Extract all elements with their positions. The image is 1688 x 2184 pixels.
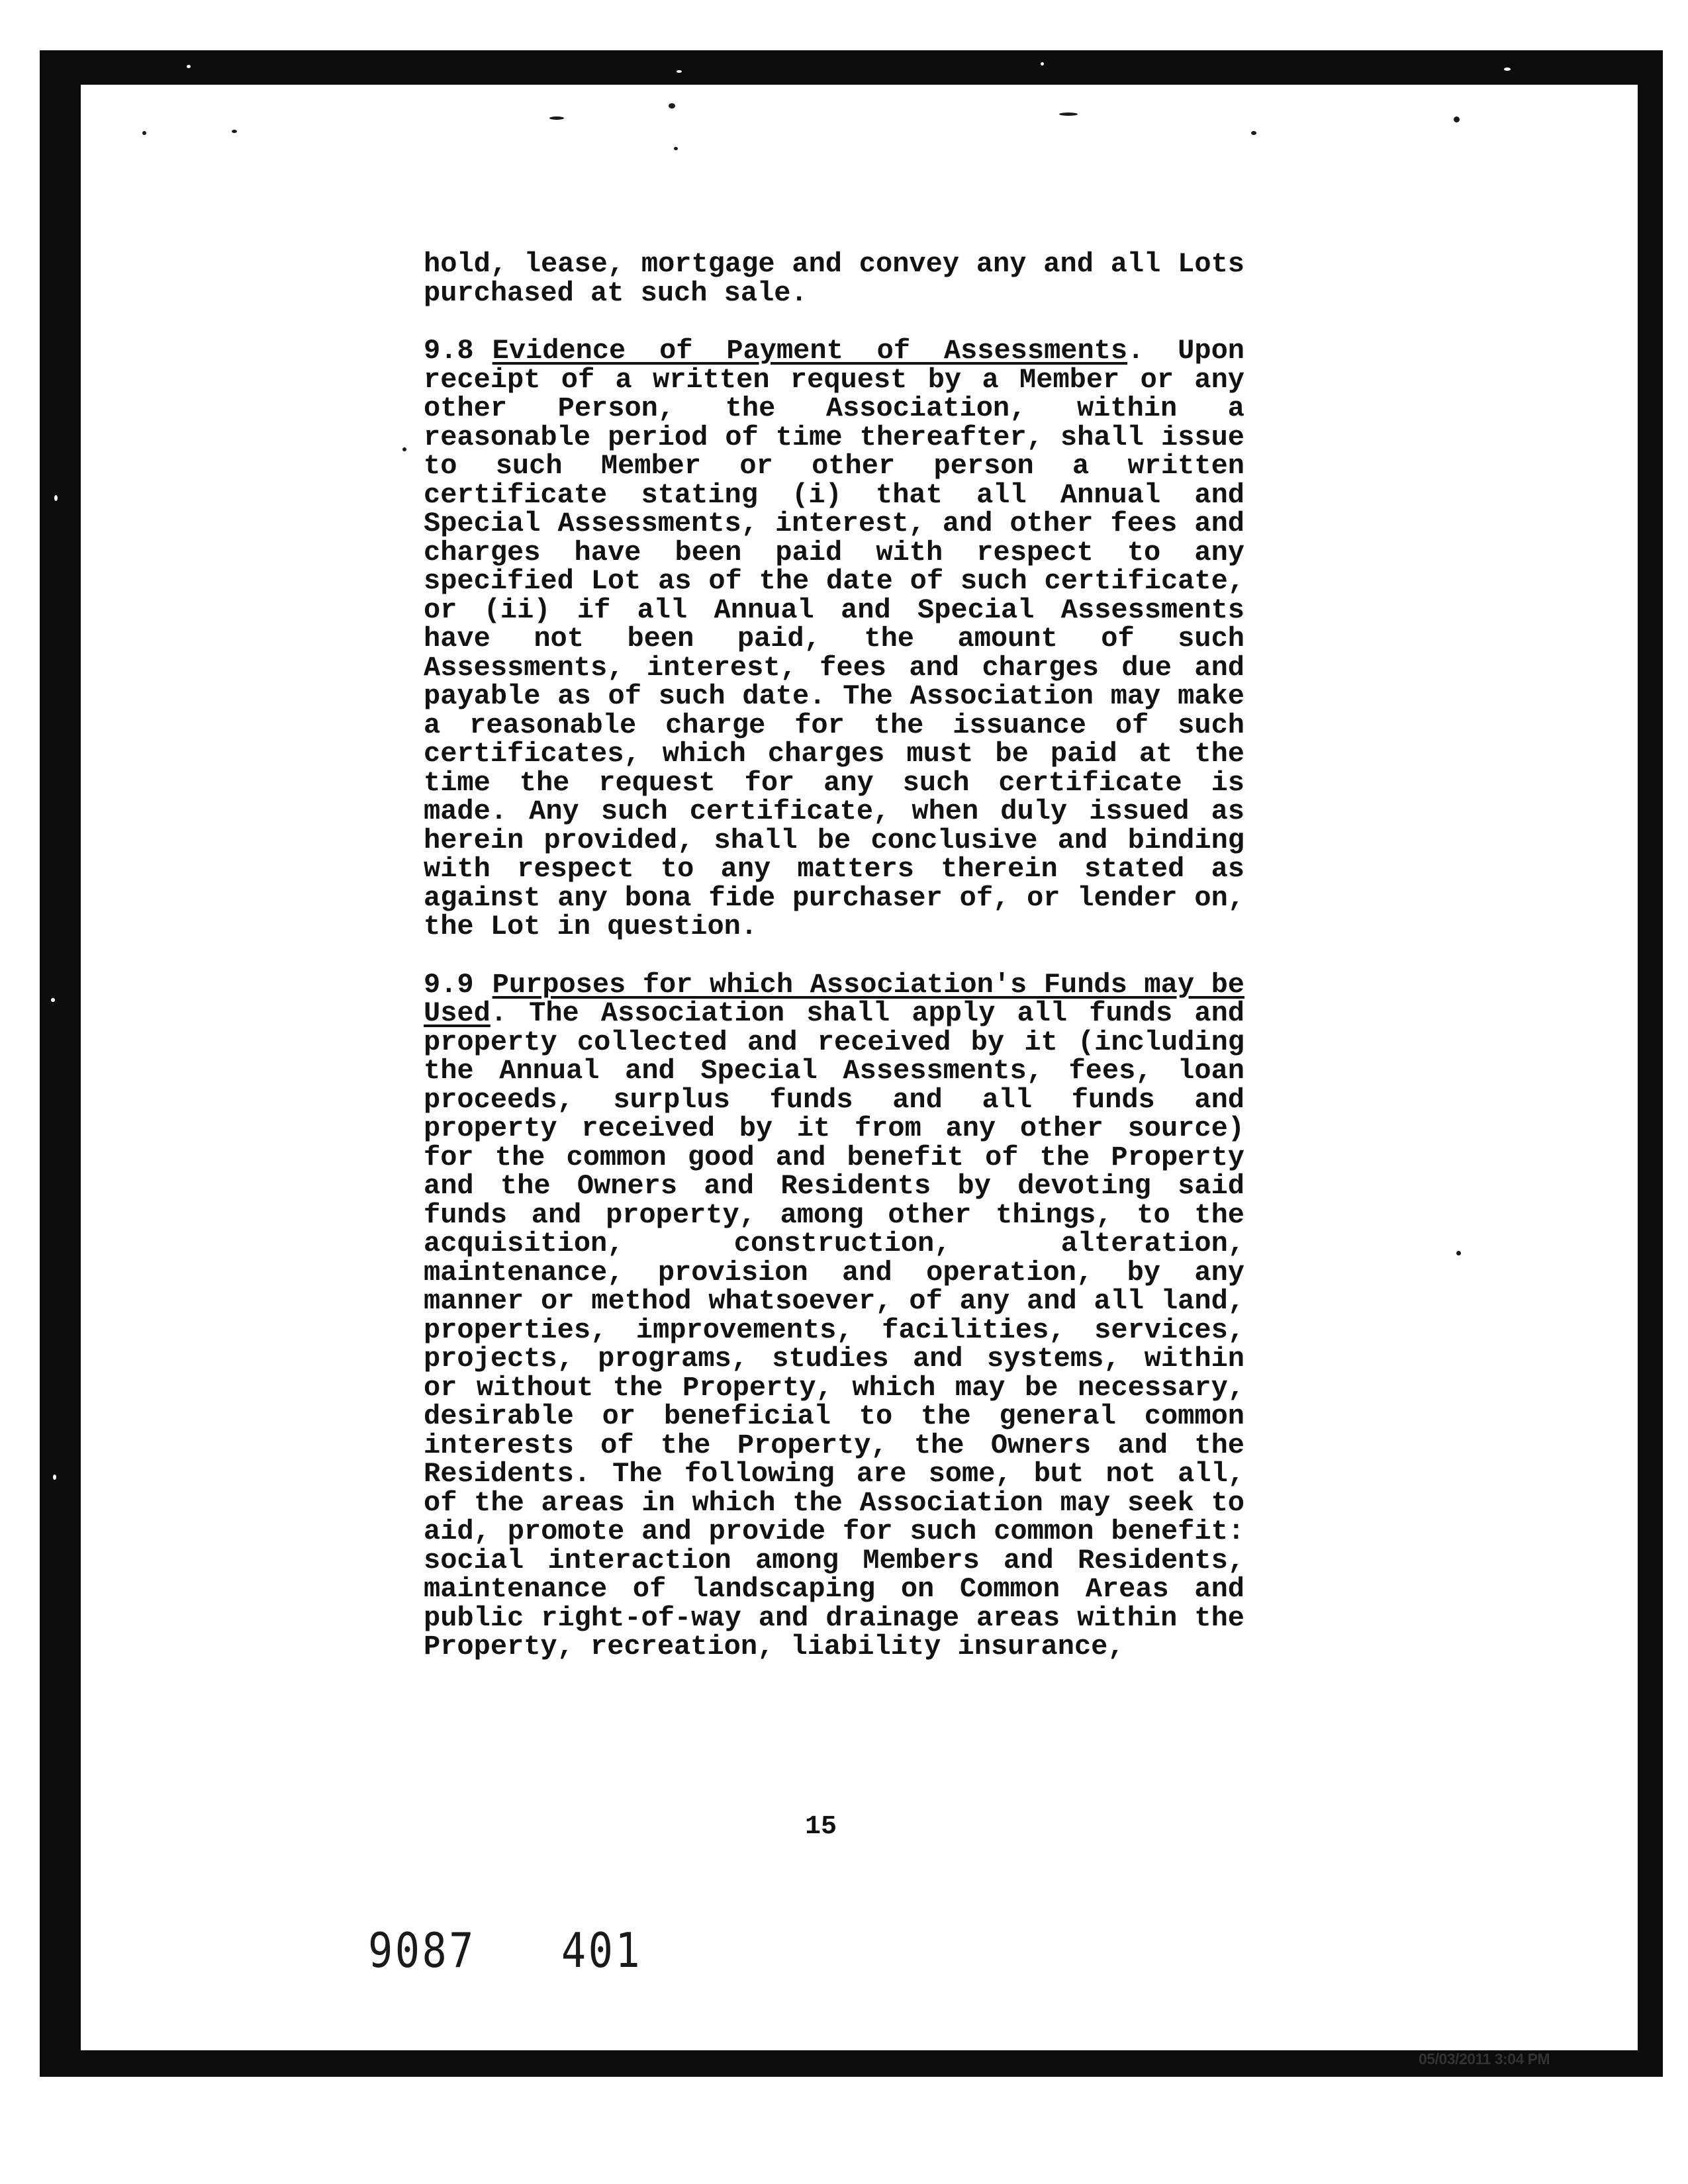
- recording-page-number: 401: [561, 1923, 643, 1978]
- section-9-8: [424, 337, 1244, 942]
- scan-speck: [674, 147, 678, 150]
- section-number: 9.9: [424, 968, 474, 1001]
- section-number: 9.8: [424, 335, 474, 367]
- scan-speck: [1456, 1251, 1461, 1255]
- scan-speck: [142, 131, 146, 135]
- scan-timestamp: 05/03/2011 3:04 PM: [1419, 2050, 1550, 2068]
- scan-speck: [1454, 116, 1460, 122]
- scan-speck: [402, 447, 406, 451]
- scan-speck: [1059, 113, 1078, 116]
- section-9-9: [424, 968, 1244, 1662]
- scan-speck: [232, 130, 237, 133]
- scan-speck: [1251, 131, 1256, 135]
- continuation-paragraph: hold, lease, mortgage and convey any and all Lots purchased at such sale.: [424, 248, 1244, 309]
- section-body: . Upon receipt of a written request by a Member or any other Person, the Association, within a reasonable period of time thereafter, shall issue to such Member or other person a written certificate stating (i) that all Annual and Special Assessments, interest, and other fees and charges have been paid with respect to any specified Lot as of the date of such certificate, or (ii) if all Annual and Special Assessments have not been paid, the amount of such Assessments, interest, fees and charges due and payable as of such date. The Association may make a reasonable charge for the issuance of such certificates, which charges must be paid at the time the request for any such certificate is made. Any such certificate, when duly issued as herein provided, shall be conclusive and binding with respect to any matters therein stated as against any bona fide purchaser of, or lender on, the Lot in question.: [424, 335, 1244, 942]
- page-number: 15: [804, 1812, 837, 1842]
- book-number: 9087: [368, 1923, 476, 1978]
- scan-speck: [669, 103, 675, 109]
- scan-speck: [549, 116, 564, 120]
- document-body: [424, 250, 1244, 1662]
- section-body: . The Association shall apply all funds and property collected and received by it (including the Annual and Special Assessments, fees, loan proceeds, surplus funds and all funds and property received by it from any other source) for the common good and benefit of the Property and the Owners and Residents by devoting said funds and property, among other things, to the acquisition, construction, alteration, maintenance, provision and operation, by any manner or method whatsoever, of any and all land, properties, improvements, facilities, services, projects, programs, studies and systems, within or without the Property, which may be necessary, desirable or beneficial to the general common interests of the Property, the Owners and the Residents. The following are some, but not all, of the areas in which the Association may seek to aid, promote and provide for such common benefit: social interaction among Members and Residents, maintenance of landscaping on Common Areas and public right-of-way and drainage areas within the Property, recreation, liability insurance,: [424, 997, 1244, 1662]
- section-heading: Evidence of Payment of Assessments: [492, 335, 1128, 367]
- section-heading: Purposes for which Association's Funds may be Used: [424, 968, 1244, 1029]
- book-page-reference: [368, 1923, 642, 1978]
